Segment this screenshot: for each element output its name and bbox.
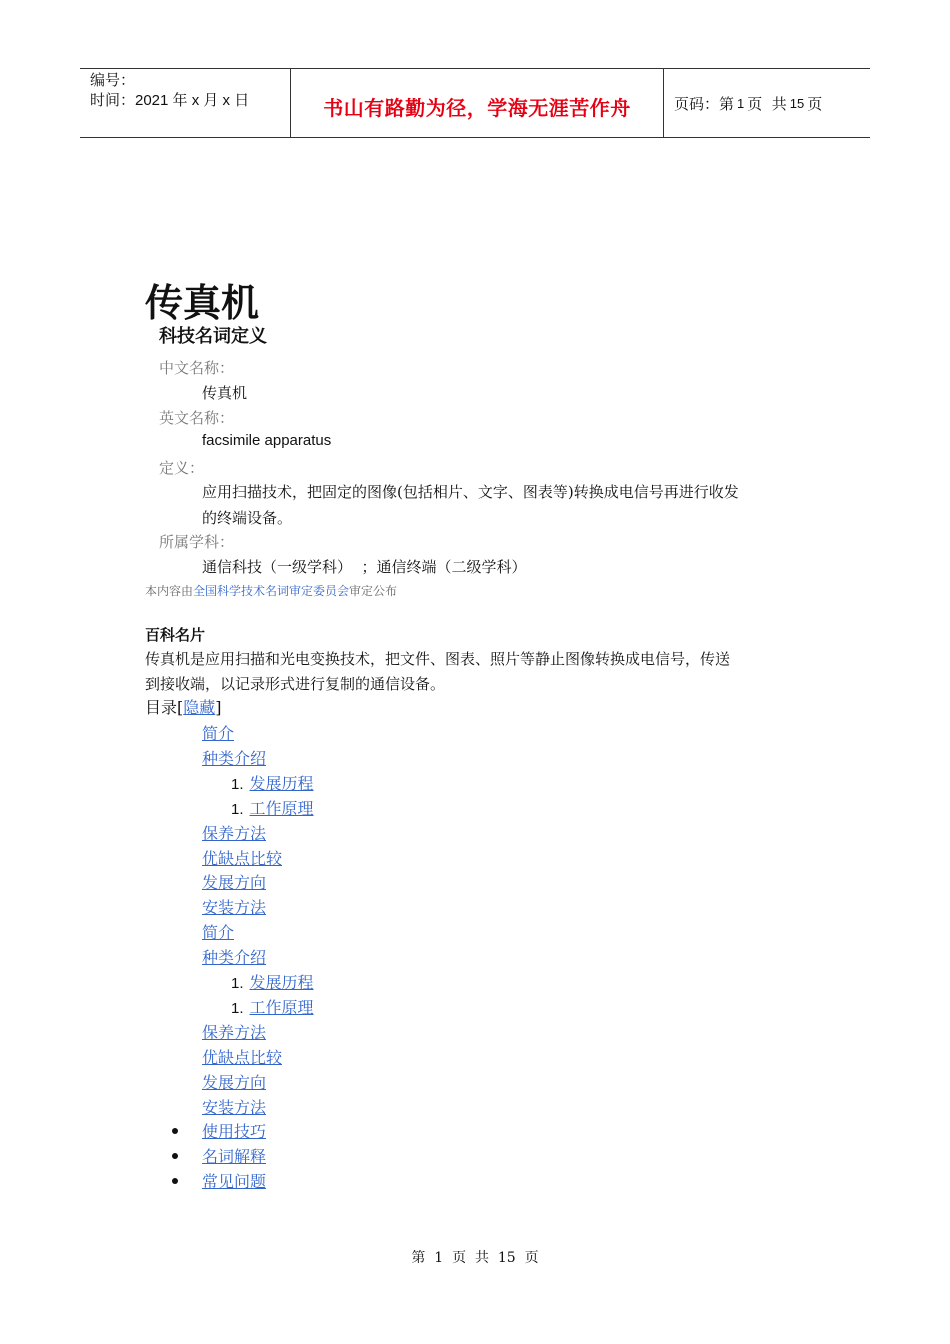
- source-note: [145, 582, 397, 599]
- source-prefix: 本内容由: [145, 584, 194, 598]
- toc-link[interactable]: 名词解释: [202, 1147, 267, 1166]
- toc-link[interactable]: 工作原理: [249, 998, 314, 1017]
- toc-link[interactable]: 工作原理: [249, 799, 314, 818]
- source-link[interactable]: 全国科学技术名词审定委员会: [193, 584, 350, 598]
- source-suffix: 审定公布: [349, 584, 398, 598]
- page-mid: 页 共: [747, 94, 787, 113]
- toc-subitem-number: 1.: [231, 801, 244, 818]
- definition-line-2: 的终端设备。: [202, 509, 293, 527]
- toc-link[interactable]: 常见问题: [202, 1172, 267, 1191]
- card-paragraph: [145, 647, 810, 697]
- toc-link[interactable]: 发展历程: [249, 774, 314, 793]
- toc-link[interactable]: 安装方法: [202, 898, 267, 917]
- cn-name-value: 传真机: [202, 384, 248, 402]
- toc-subitem: [231, 995, 314, 1018]
- toc-link[interactable]: 发展方向: [202, 1073, 267, 1092]
- cn-name-label: 中文名称：: [159, 359, 235, 377]
- page-prefix: 页码：第: [674, 94, 735, 113]
- page-suffix: 页: [807, 94, 823, 113]
- entry-subtitle: 科技名词定义: [159, 326, 267, 347]
- toc-link[interactable]: 保养方法: [202, 824, 267, 843]
- card-title: 百科名片: [145, 626, 206, 644]
- page-total: 15: [789, 95, 805, 111]
- toc-link[interactable]: 简介: [202, 724, 235, 743]
- toc-link[interactable]: 发展方向: [202, 873, 267, 892]
- time-label: 时间：2021 年 x 月 x 日: [90, 92, 250, 109]
- card-line-2: 到接收端，以记录形式进行复制的通信设备。: [145, 675, 446, 693]
- toc-subitem-number: 1.: [231, 975, 244, 992]
- definition-line-1: 应用扫描技术，把固定的图像(包括相片、文字、图表等)转换成电信号再进行收发: [202, 483, 739, 501]
- card-line-1: 传真机是应用扫描和光电变换技术，把文件、图表、照片等静止图像转换成电信号，传送: [145, 650, 731, 668]
- definition-label: 定义：: [159, 459, 205, 477]
- toc-subitem-number: 1.: [231, 776, 244, 793]
- toc-header: [145, 695, 222, 718]
- discipline-label: 所属学科：: [159, 533, 235, 551]
- toc-link[interactable]: 简介: [202, 923, 235, 942]
- bullet-icon: [172, 1128, 178, 1134]
- discipline-value: 通信科技（一级学科） ；通信终端（二级学科）: [202, 558, 527, 576]
- en-name-value: facsimile apparatus: [202, 432, 332, 449]
- toc-link[interactable]: 发展历程: [249, 973, 314, 992]
- motto: 书山有路勤为径，学海无涯苦作舟: [323, 95, 631, 120]
- bullet-icon: [172, 1178, 178, 1184]
- toc-link[interactable]: 种类介绍: [202, 749, 267, 768]
- toc-label: 目录[: [145, 698, 184, 717]
- toc-close: ]: [215, 698, 222, 717]
- toc-toggle-link[interactable]: 隐藏: [183, 698, 216, 717]
- toc-link[interactable]: 安装方法: [202, 1098, 267, 1117]
- toc-subitem-number: 1.: [231, 1000, 244, 1017]
- toc-link[interactable]: 优缺点比较: [202, 1048, 283, 1067]
- page-footer: 第 1 页 共 15 页: [411, 1250, 539, 1266]
- header-meta: [80, 69, 290, 137]
- entry-title: 传真机: [145, 280, 260, 325]
- toc-link[interactable]: 优缺点比较: [202, 849, 283, 868]
- toc-link[interactable]: 种类介绍: [202, 948, 267, 967]
- bullet-icon: [172, 1153, 178, 1159]
- toc-subitem: [231, 771, 314, 794]
- header-motto-cell: [290, 69, 664, 137]
- toc-subitem: [231, 970, 314, 993]
- toc-link[interactable]: 保养方法: [202, 1023, 267, 1042]
- en-name-label: 英文名称：: [159, 409, 235, 427]
- page-current: 1: [737, 95, 745, 111]
- page-header: [80, 68, 870, 138]
- toc-subitem: [231, 796, 314, 819]
- number-label: 编号：: [90, 72, 136, 89]
- header-page-info: [664, 69, 870, 137]
- toc-link[interactable]: 使用技巧: [202, 1122, 267, 1141]
